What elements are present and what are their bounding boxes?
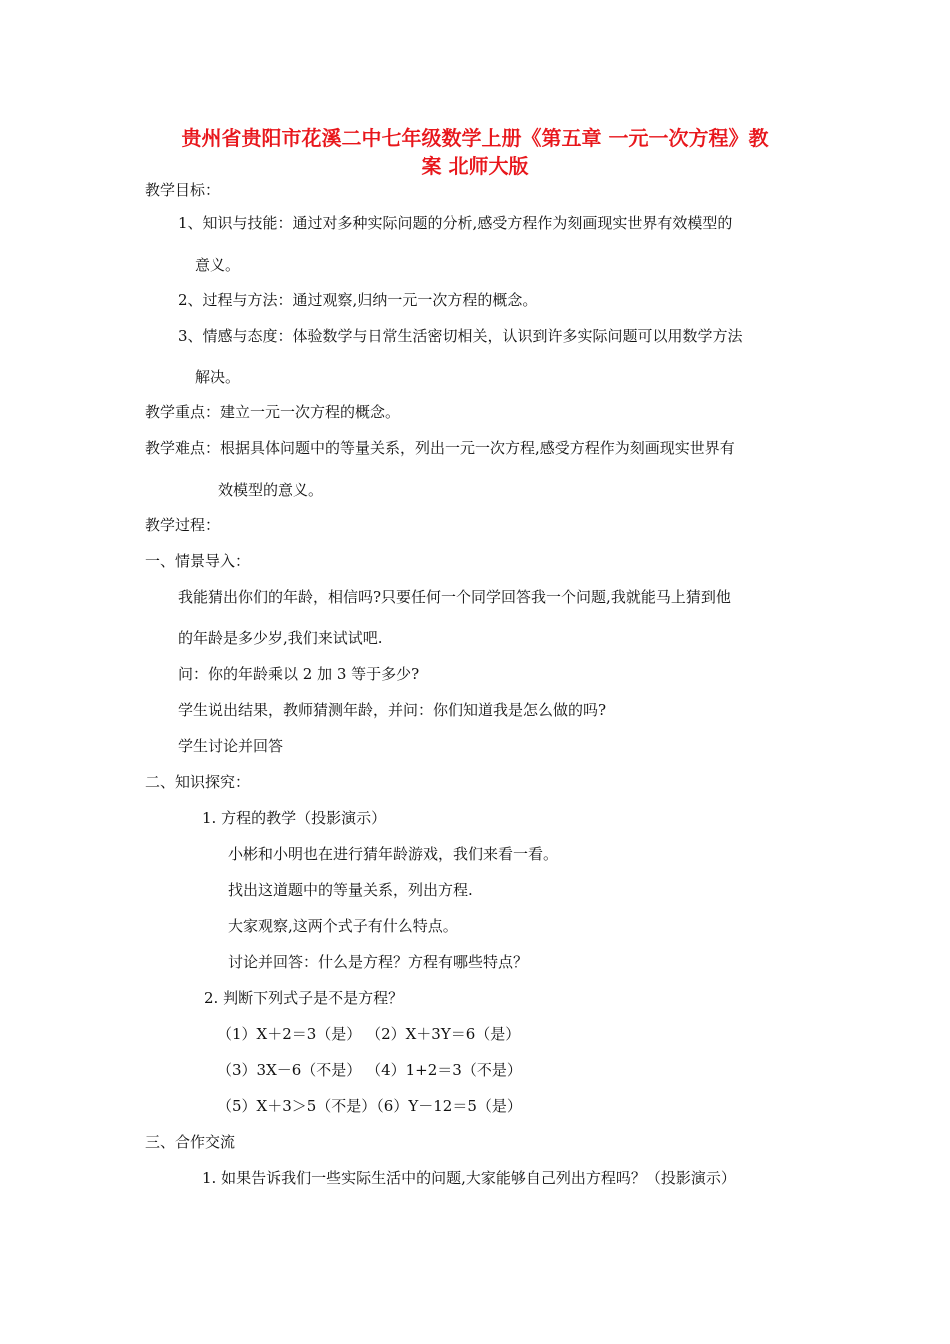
document-title-line-2: 案 北师大版	[421, 154, 529, 178]
equation-examples-row-2: （3）3X－6（不是） （4）1+2＝3（不是）	[217, 1061, 522, 1079]
section-teaching-objectives: 教学目标：	[145, 181, 221, 199]
exploration-item-1: 1. 方程的教学（投影演示）	[202, 809, 387, 827]
exploration-item-1-line-3: 大家观察,这两个式子有什么特点。	[228, 917, 458, 935]
intro-question: 问：你的年龄乘以 2 加 3 等于多少?	[178, 665, 420, 683]
exploration-item-1-line-4: 讨论并回答：什么是方程？方程有哪些特点？	[228, 953, 529, 971]
objective-process-method: 2、过程与方法：通过观察,归纳一元一次方程的概念。	[178, 291, 538, 309]
document-title-line-1: 贵州省贵阳市花溪二中七年级数学上册《第五章 一元一次方程》教	[181, 126, 769, 150]
intro-discussion: 学生讨论并回答	[178, 737, 284, 755]
teaching-difficulty-cont: 效模型的意义。	[218, 481, 324, 499]
section-cooperation-exchange: 三、合作交流	[145, 1133, 236, 1151]
exploration-item-1-line-2: 找出这道题中的等量关系，列出方程.	[228, 881, 473, 899]
section-teaching-process: 教学过程：	[145, 516, 221, 534]
teaching-difficulty: 教学难点：根据具体问题中的等量关系，列出一元一次方程,感受方程作为刻画现实世界有	[145, 439, 735, 457]
cooperation-item-1: 1. 如果告诉我们一些实际生活中的问题,大家能够自己列出方程吗？（投影演示）	[202, 1169, 736, 1187]
objective-emotion-attitude: 3、情感与态度：体验数学与日常生活密切相关，认识到许多实际问题可以用数学方法	[178, 327, 743, 345]
intro-student-answer: 学生说出结果，教师猜测年龄，并问：你们知道我是怎么做的吗?	[178, 701, 607, 719]
equation-examples-row-1: （1）X＋2＝3（是） （2）X＋3Y＝6（是）	[217, 1025, 521, 1043]
objective-knowledge-skills: 1、知识与技能：通过对多种实际问题的分析,感受方程作为刻画现实世界有效模型的	[178, 214, 733, 232]
equation-examples-row-3: （5）X＋3＞5（不是）（6）Y－12＝5（是）	[217, 1097, 522, 1115]
exploration-item-2: 2. 判断下列式子是不是方程？	[204, 989, 404, 1007]
intro-paragraph: 我能猜出你们的年龄，相信吗?只要任何一个同学回答我一个问题,我就能马上猜到他	[178, 588, 731, 606]
intro-paragraph-cont: 的年龄是多少岁,我们来试试吧.	[178, 629, 383, 647]
section-knowledge-exploration: 二、知识探究：	[145, 773, 251, 791]
objective-knowledge-skills-cont: 意义。	[195, 256, 241, 274]
teaching-key-point: 教学重点：建立一元一次方程的概念。	[145, 403, 401, 421]
section-scenario-intro: 一、情景导入：	[145, 552, 251, 570]
exploration-item-1-line-1: 小彬和小明也在进行猜年龄游戏，我们来看一看。	[228, 845, 559, 863]
objective-emotion-attitude-cont: 解决。	[195, 368, 241, 386]
